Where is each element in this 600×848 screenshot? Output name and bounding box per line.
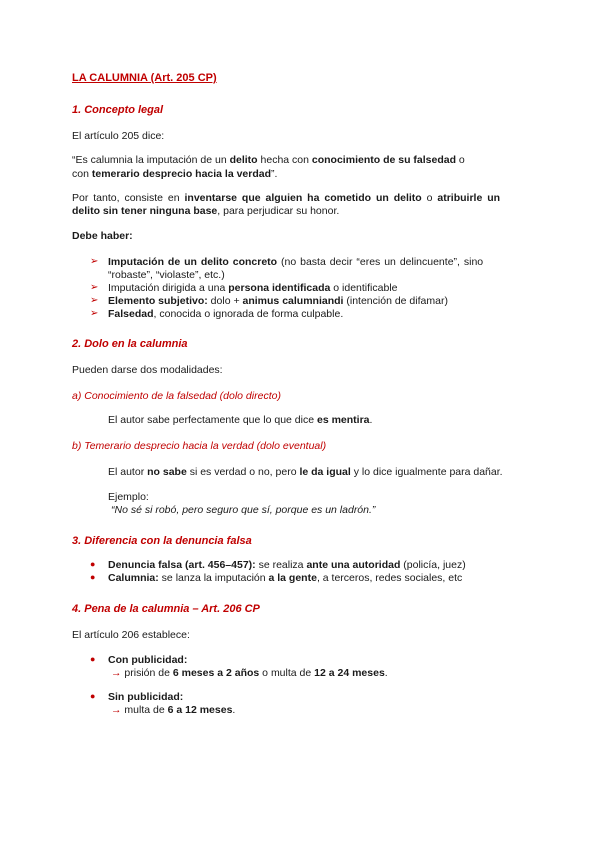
dot-bullet-icon: ● <box>90 654 96 664</box>
arrow-bullet-icon: ➢ <box>90 256 99 267</box>
right-arrow-icon: → <box>111 704 122 716</box>
s1-item-4: Falsedad, conocida o ignorada de forma culpable. <box>108 308 344 320</box>
arrow-bullet-icon: ➢ <box>90 295 99 306</box>
section-4-heading: 4. Pena de la calumnia – Art. 206 CP <box>72 603 260 615</box>
dot-bullet-icon: ● <box>90 559 96 569</box>
s2-subheading-a: a) Conocimiento de la falsedad (dolo directo) <box>72 390 281 402</box>
s1-paragraph-line1: Por tanto, consiste en inventarse que alguien ha cometido un delito o atribuirle un <box>72 192 501 204</box>
s2-ejemplo-label: Ejemplo: <box>108 491 149 503</box>
s1-quote-line2: con temerario desprecio hacia la verdad”. <box>72 168 278 180</box>
section-1-heading: 1. Concepto legal <box>72 104 164 116</box>
s1-paragraph-line2: delito sin tener ninguna base, para perjudicar su honor. <box>72 205 340 217</box>
s1-intro: El artículo 205 dice: <box>72 130 165 142</box>
s1-debe-haber: Debe haber: <box>72 230 133 242</box>
s4-con-label: Con publicidad: <box>108 654 188 666</box>
s2-intro: Pueden darse dos modalidades: <box>72 364 223 376</box>
arrow-bullet-icon: ➢ <box>90 282 99 293</box>
s4-sin-label: Sin publicidad: <box>108 691 184 703</box>
dot-bullet-icon: ● <box>90 572 96 582</box>
right-arrow-icon: → <box>111 667 122 679</box>
s1-item-1-line1: Imputación de un delito concreto (no basta decir “eres un delincuente”, sino <box>108 256 484 268</box>
s1-quote-line1: “Es calumnia la imputación de un delito hecha con conocimiento de su falsedad o <box>72 154 465 166</box>
s1-item-1-line2: “robaste”, “violaste”, etc.) <box>108 269 225 281</box>
arrow-bullet-icon: ➢ <box>90 308 99 319</box>
s1-item-2: Imputación dirigida a una persona identificada o identificable <box>108 282 398 294</box>
s2-ejemplo-quote: “No sé si robó, pero seguro que sí, porque es un ladrón.” <box>111 504 376 516</box>
s1-item-3: Elemento subjetivo: dolo + animus calumniandi (intención de difamar) <box>108 295 448 307</box>
s4-con-detail: → prisión de 6 meses a 2 años o multa de 12 a 24 meses. <box>111 667 388 679</box>
s3-item-1: Denuncia falsa (art. 456–457): se realiza ante una autoridad (policía, juez) <box>108 559 466 571</box>
section-2-heading: 2. Dolo en la calumnia <box>72 338 188 350</box>
section-3-heading: 3. Diferencia con la denuncia falsa <box>72 535 252 547</box>
dot-bullet-icon: ● <box>90 691 96 701</box>
s4-intro: El artículo 206 establece: <box>72 629 190 641</box>
s2-subheading-b: b) Temerario desprecio hacia la verdad (dolo eventual) <box>72 440 327 452</box>
s4-sin-detail: → multa de 6 a 12 meses. <box>111 704 236 716</box>
s2-a-text: El autor sabe perfectamente que lo que dice es mentira. <box>108 414 373 426</box>
s2-b-text: El autor no sabe si es verdad o no, pero le da igual y lo dice igualmente para dañar. <box>108 466 503 478</box>
s3-item-2: Calumnia: se lanza la imputación a la gente, a terceros, redes sociales, etc <box>108 572 463 584</box>
document-title: LA CALUMNIA (Art. 205 CP) <box>72 72 217 84</box>
